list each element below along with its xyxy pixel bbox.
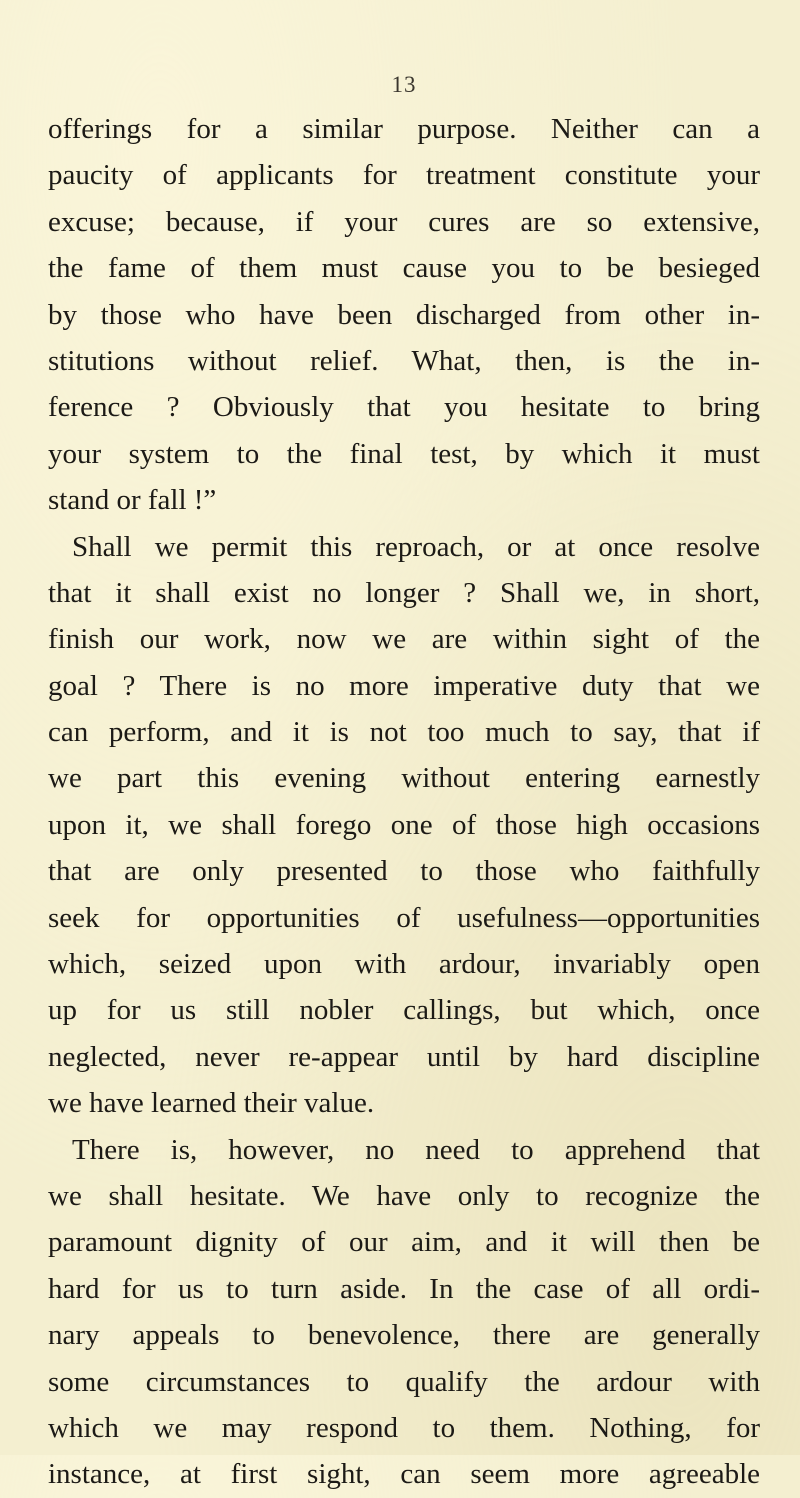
body-text [48,106,760,1498]
text-line: excuse; because, if your cures are so extensive, [48,205,760,238]
text-line: stand or fall !” [48,484,217,517]
text-line: offerings for a similar purpose. Neither can a [48,113,760,145]
text-line: neglected, never re-appear until by hard discipline [48,1040,760,1073]
text-line: hard for us to turn aside. In the case of all ordi- [48,1272,760,1305]
text-line: seek for opportunities of usefulness—opportunities [48,901,760,934]
text-line: can perform, and it is not too much to say, that if [48,716,760,749]
text-line: ference ? Obviously that you hesitate to bring [48,391,760,424]
text-line: There is, however, no need to apprehend that [72,1133,760,1166]
text-line: which we may respond to them. Nothing, for [48,1411,760,1444]
text-line: that are only presented to those who faithfully [48,855,760,888]
text-line: the fame of them must cause you to be besieged [48,252,760,285]
text-line: Shall we permit this reproach, or at once resolve [72,530,760,563]
text-line: paucity of applicants for treatment constitute your [48,159,760,192]
text-line: upon it, we shall forego one of those high occasions [48,808,760,841]
text-line: we part this evening without entering earnestly [48,762,760,795]
text-line: your system to the final test, by which it must [48,437,760,470]
text-line: we shall hesitate. We have only to recognize the [48,1179,760,1212]
text-line: goal ? There is no more imperative duty that we [48,669,760,702]
text-line: up for us still nobler callings, but which, once [48,994,760,1027]
text-line: finish our work, now we are within sight of the [48,623,760,656]
text-line: paramount dignity of our aim, and it will then be [48,1226,760,1259]
text-line: nary appeals to benevolence, there are generally [48,1319,760,1352]
text-line: by those who have been discharged from other in- [48,298,760,331]
text-line: stitutions without relief. What, then, is the in- [48,344,760,377]
text-line: instance, at first sight, can seem more agreeable [48,1458,760,1491]
text-line: which, seized upon with ardour, invariably open [48,948,760,981]
page-number: 13 [391,72,417,97]
text-line: that it shall exist no longer ? Shall we, in short, [48,576,760,609]
text-line: we have learned their value. [48,1087,375,1120]
text-line: some circumstances to qualify the ardour with [48,1365,760,1398]
